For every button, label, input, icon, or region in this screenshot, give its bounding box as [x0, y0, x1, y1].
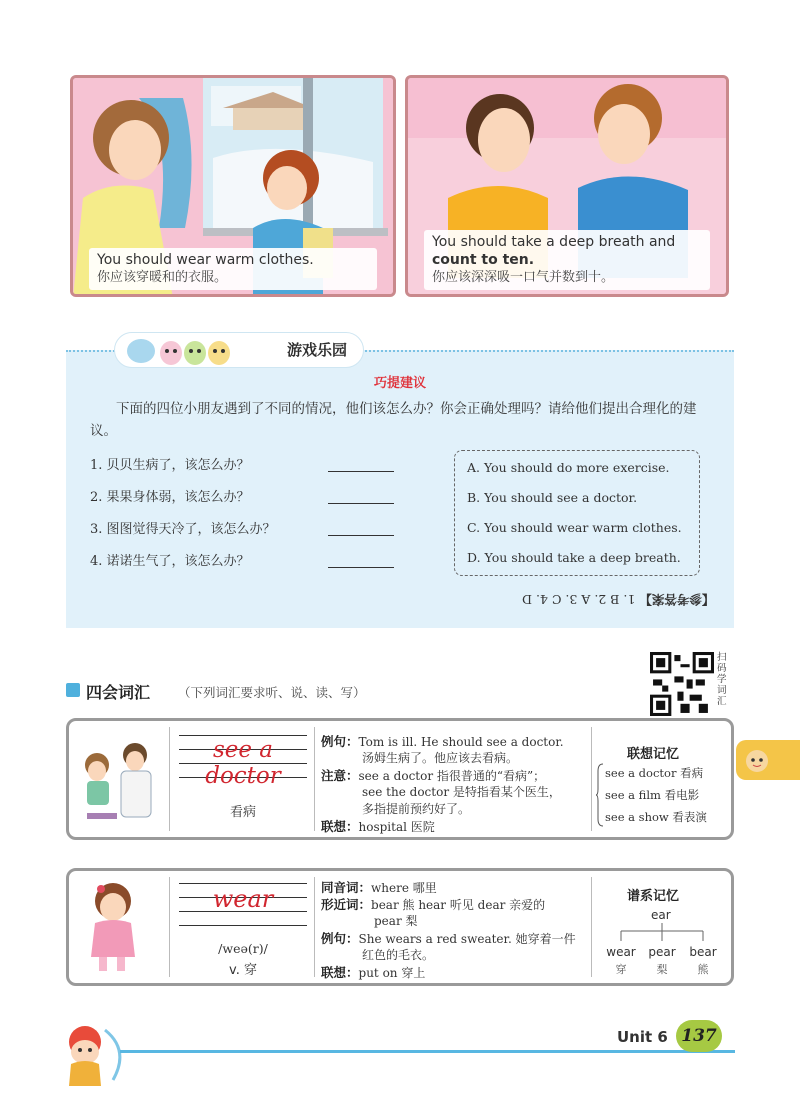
panel-1-caption: [89, 248, 377, 290]
homophone-text: where 哪里: [371, 881, 437, 895]
note-line: [321, 767, 545, 785]
question-2: [90, 486, 400, 506]
vocab-note: （下列词汇要求听、说、读、写）: [178, 685, 366, 700]
panel-2-caption-en-line1: You should take a deep breath and: [432, 234, 676, 250]
comic-panel-2: [405, 75, 729, 297]
question-text: 2. 果果身体弱，该怎么办？: [90, 490, 250, 505]
answer-blank[interactable]: [328, 503, 394, 504]
tree-meaning: 熊: [697, 963, 709, 976]
card-divider: [314, 727, 315, 831]
memory-title: 谱系记忆: [627, 889, 680, 904]
question-1: [90, 454, 400, 474]
tree-root: ear: [651, 908, 671, 922]
options-box: [454, 450, 700, 576]
example-zh: 红色的毛衣。: [362, 948, 435, 962]
word-ipa: /weə(r)/: [218, 941, 268, 956]
vocab-title: 四会词汇: [86, 683, 151, 702]
game-subtitle: 巧提建议: [373, 376, 426, 391]
example-label: 例句：: [321, 734, 359, 749]
example-line: [321, 733, 564, 751]
assoc-label: 联想：: [321, 965, 359, 980]
panel-1-caption-zh: 你应该穿暖和的衣服。: [97, 270, 228, 285]
card-divider: [314, 877, 315, 977]
panel-2-caption-en-line2: count to ten.: [432, 252, 535, 268]
memory-title: 联想记忆: [627, 747, 680, 762]
panel-1-caption-en: You should wear warm clothes.: [97, 252, 314, 268]
word-meaning: 看病: [229, 805, 256, 820]
similar-1: bear 熊 hear 听见 dear 亲爱的: [371, 898, 546, 912]
answer-key-text: 1. B 2. A 3. C 4. D: [521, 592, 635, 607]
girl-illustration: [73, 873, 169, 983]
homophone-line: [321, 879, 437, 897]
tree-word: wear: [606, 945, 636, 959]
question-text: 3. 图图觉得天冷了，该怎么办？: [90, 522, 276, 537]
assoc-text: hospital 医院: [358, 820, 435, 834]
section-arrow-icon: [66, 683, 80, 697]
game-title: 游戏乐园: [287, 341, 348, 359]
tree-word: pear: [648, 945, 676, 959]
mascot-face-icon: [742, 745, 772, 775]
footer-line: [120, 1050, 735, 1053]
side-tab: [736, 740, 800, 780]
assoc-label: 联想：: [321, 819, 359, 834]
card-divider: [591, 727, 592, 831]
card-divider: [169, 877, 170, 977]
page-number: 137: [676, 1020, 722, 1052]
similar-line: [321, 896, 545, 914]
question-text: 1. 贝贝生病了，该怎么办？: [90, 458, 250, 473]
card-divider: [169, 727, 170, 831]
tree-meaning: 穿: [615, 963, 627, 976]
example-line: [321, 930, 576, 948]
unit-label: Unit 6: [617, 1028, 668, 1046]
option-d: D. You should take a deep breath.: [467, 550, 681, 565]
panel-2-caption: [424, 230, 710, 290]
game-header: [114, 332, 364, 368]
mascot-footer-icon: [55, 1020, 135, 1090]
homophone-label: 同音词：: [321, 880, 372, 895]
memory-item: see a doctor 看病: [605, 766, 704, 780]
similar-label: 形近词：: [321, 897, 372, 912]
word-handwriting: wear: [212, 885, 274, 913]
answer-blank[interactable]: [328, 471, 394, 472]
panel-2-caption-zh: 你应该深深吸一口气并数到十。: [432, 270, 615, 285]
word-handwriting: see a doctor: [205, 737, 281, 789]
answer-blank[interactable]: [328, 567, 394, 568]
assoc-line: [321, 964, 425, 982]
question-4: [90, 550, 400, 570]
note-label: 注意：: [321, 768, 359, 783]
mascot-group-icon: [123, 333, 243, 367]
comic-panel-1: [70, 75, 396, 297]
assoc-line: [321, 818, 435, 836]
answer-key-upside-down: [522, 591, 714, 609]
question-text: 4. 诺诺生气了，该怎么办？: [90, 554, 250, 569]
option-a: A. You should do more exercise.: [467, 460, 670, 475]
option-b: B. You should see a doctor.: [467, 490, 638, 505]
answer-key-label: 【参考答案】: [638, 592, 714, 607]
brace-icon: [596, 763, 604, 827]
game-intro: 下面的四位小朋友遇到了不同的情况，他们该怎么办？你会正确处理吗？请给他们提出合理化的建议。: [90, 401, 697, 439]
card-divider: [591, 877, 592, 977]
example-en: Tom is ill. He should see a doctor.: [358, 735, 564, 749]
option-c: C. You should wear warm clothes.: [467, 520, 682, 535]
tree-meaning: 梨: [656, 963, 668, 976]
question-3: [90, 518, 400, 538]
vocab-card-wear: [66, 868, 734, 986]
memory-item: see a film 看电影: [605, 788, 700, 802]
memory-item: see a show 看表演: [605, 810, 707, 824]
word-meaning: v. 穿: [229, 963, 257, 978]
note-1: see a doctor 指很普通的“看病”；: [358, 769, 546, 783]
game-section: [66, 341, 734, 628]
tree-branches: [607, 923, 717, 945]
note-3: 多指提前预约好了。: [362, 802, 471, 816]
example-label: 例句：: [321, 931, 359, 946]
example-zh: 汤姆生病了。他应该去看病。: [362, 751, 519, 765]
answer-blank[interactable]: [328, 535, 394, 536]
qr-code-icon[interactable]: [650, 652, 714, 716]
similar-2: pear 梨: [374, 914, 418, 928]
vocab-card-see-a-doctor: [66, 718, 734, 840]
assoc-text: put on 穿上: [358, 966, 426, 980]
note-2: see the doctor 是特指看某个医生，: [362, 785, 561, 799]
doctor-illustration: [73, 725, 169, 835]
tree-word: bear: [689, 945, 717, 959]
qr-label: 扫码学词汇: [717, 652, 727, 707]
example-en: She wears a red sweater. 她穿着一件: [358, 932, 576, 946]
